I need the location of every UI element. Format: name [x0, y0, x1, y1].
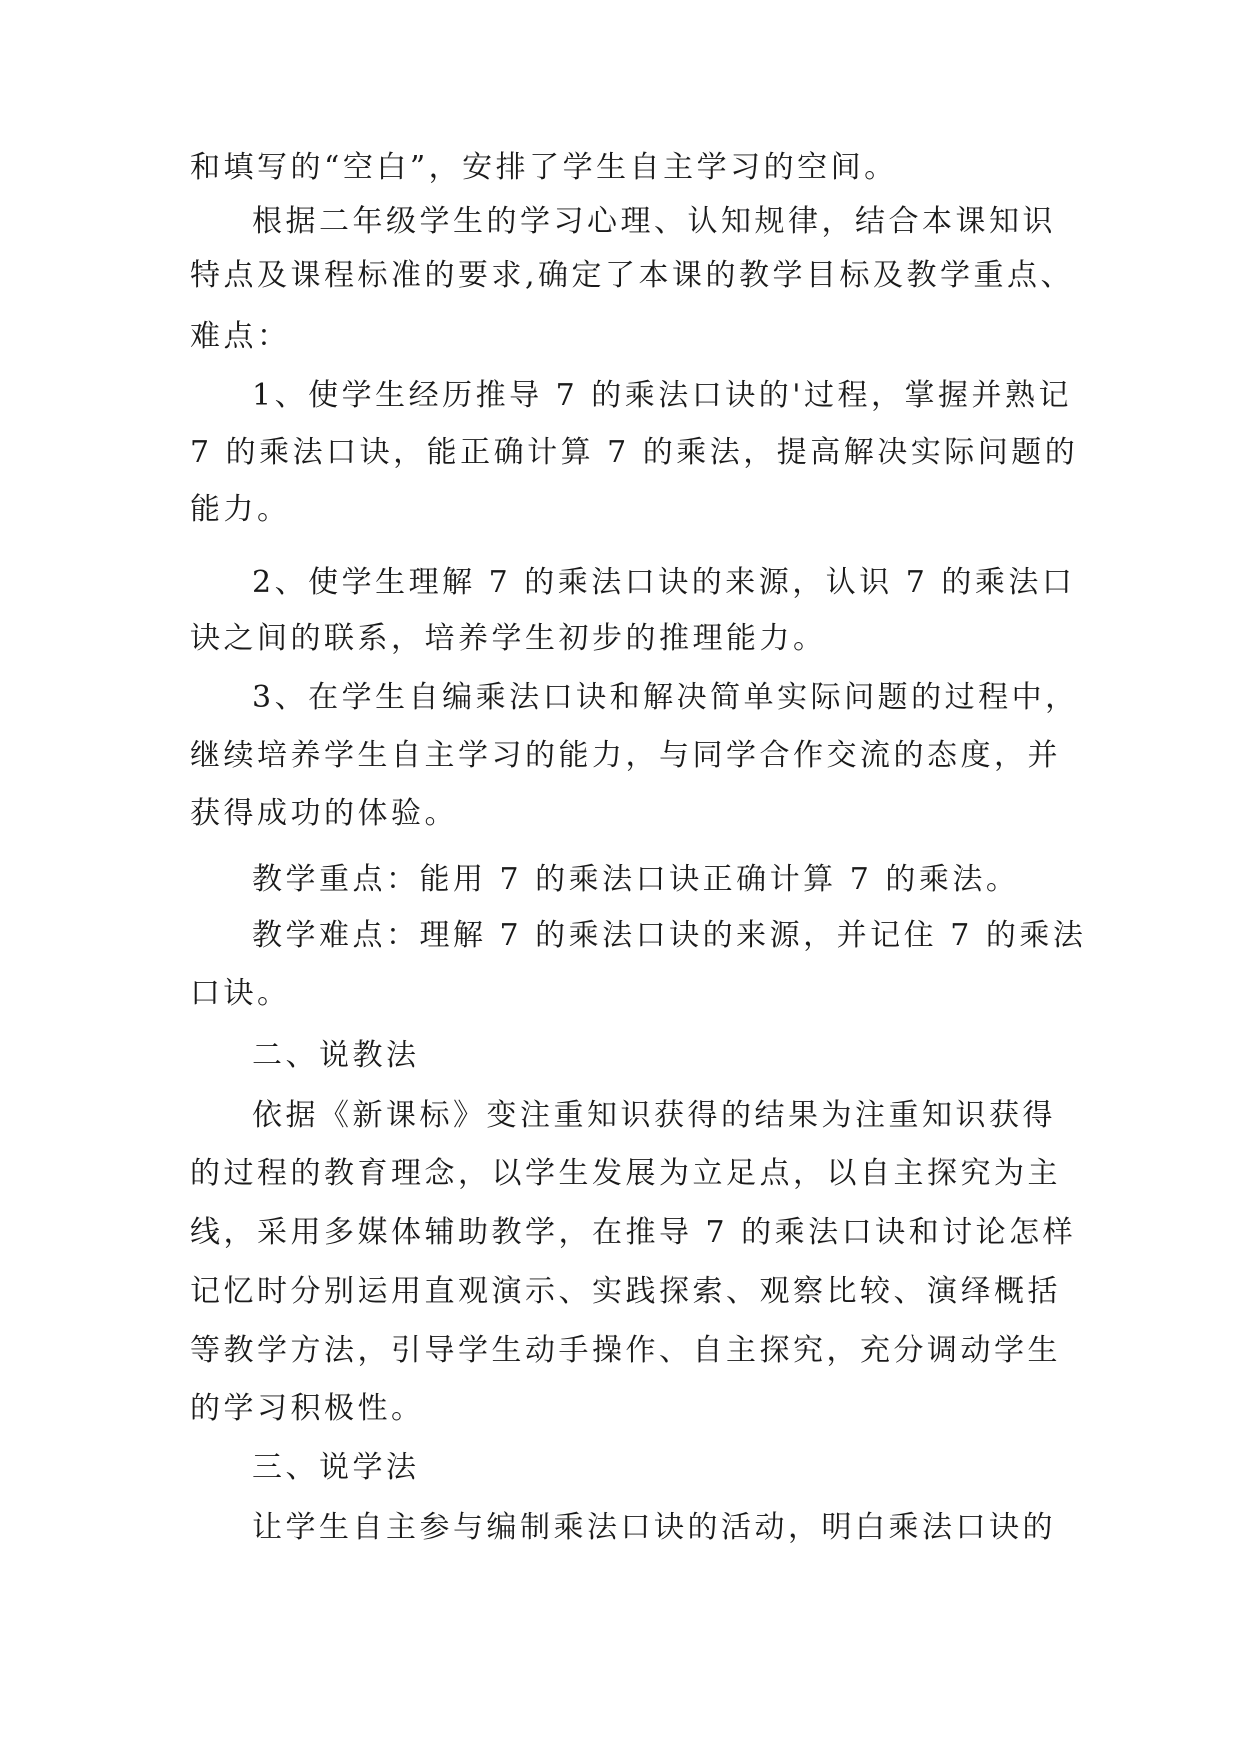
text-line: 特点及课程标准的要求,确定了本课的教学目标及教学重点、 — [190, 258, 1075, 293]
section-heading: 三、说学法 — [252, 1450, 420, 1485]
text-line: 记忆时分别运用直观演示、实践探索、观察比较、演绎概括 — [190, 1274, 1061, 1309]
text-line: 的学习积极性。 — [190, 1391, 425, 1426]
text-line: 让学生自主参与编制乘法口诀的活动，明白乘法口诀的 — [252, 1510, 1056, 1545]
text-line: 3、在学生自编乘法口诀和解决简单实际问题的过程中， — [252, 680, 1079, 715]
text-line: 7 的乘法口诀，能正确计算 7 的乘法，提高解决实际问题的 — [190, 435, 1079, 470]
text-line: 依据《新课标》变注重知识获得的结果为注重知识获得 — [252, 1098, 1056, 1133]
section-heading: 二、说教法 — [252, 1038, 420, 1073]
text-line: 教学难点：理解 7 的乘法口诀的来源，并记住 7 的乘法 — [252, 918, 1087, 953]
text-line: 诀之间的联系，培养学生初步的推理能力。 — [190, 621, 827, 656]
text-line: 口诀。 — [190, 976, 291, 1011]
text-line: 和填写的“空白”，安排了学生自主学习的空间。 — [190, 150, 898, 185]
text-line: 1、使学生经历推导 7 的乘法口诀的'过程，掌握并熟记 — [252, 378, 1072, 413]
text-line: 线，采用多媒体辅助教学，在推导 7 的乘法口诀和讨论怎样 — [190, 1215, 1077, 1250]
text-line: 继续培养学生自主学习的能力，与同学合作交流的态度，并 — [190, 738, 1061, 773]
text-line: 2、使学生理解 7 的乘法口诀的来源，认识 7 的乘法口 — [252, 565, 1076, 600]
text-line: 能力。 — [190, 492, 291, 527]
text-line: 根据二年级学生的学习心理、认知规律，结合本课知识 — [252, 204, 1056, 239]
text-line: 的过程的教育理念，以学生发展为立足点，以自主探究为主 — [190, 1156, 1061, 1191]
text-line: 等教学方法，引导学生动手操作、自主探究，充分调动学生 — [190, 1333, 1061, 1368]
text-line: 教学重点：能用 7 的乘法口诀正确计算 7 的乘法。 — [252, 862, 1020, 897]
text-line: 获得成功的体验。 — [190, 796, 458, 831]
text-line: 难点： — [190, 319, 291, 354]
